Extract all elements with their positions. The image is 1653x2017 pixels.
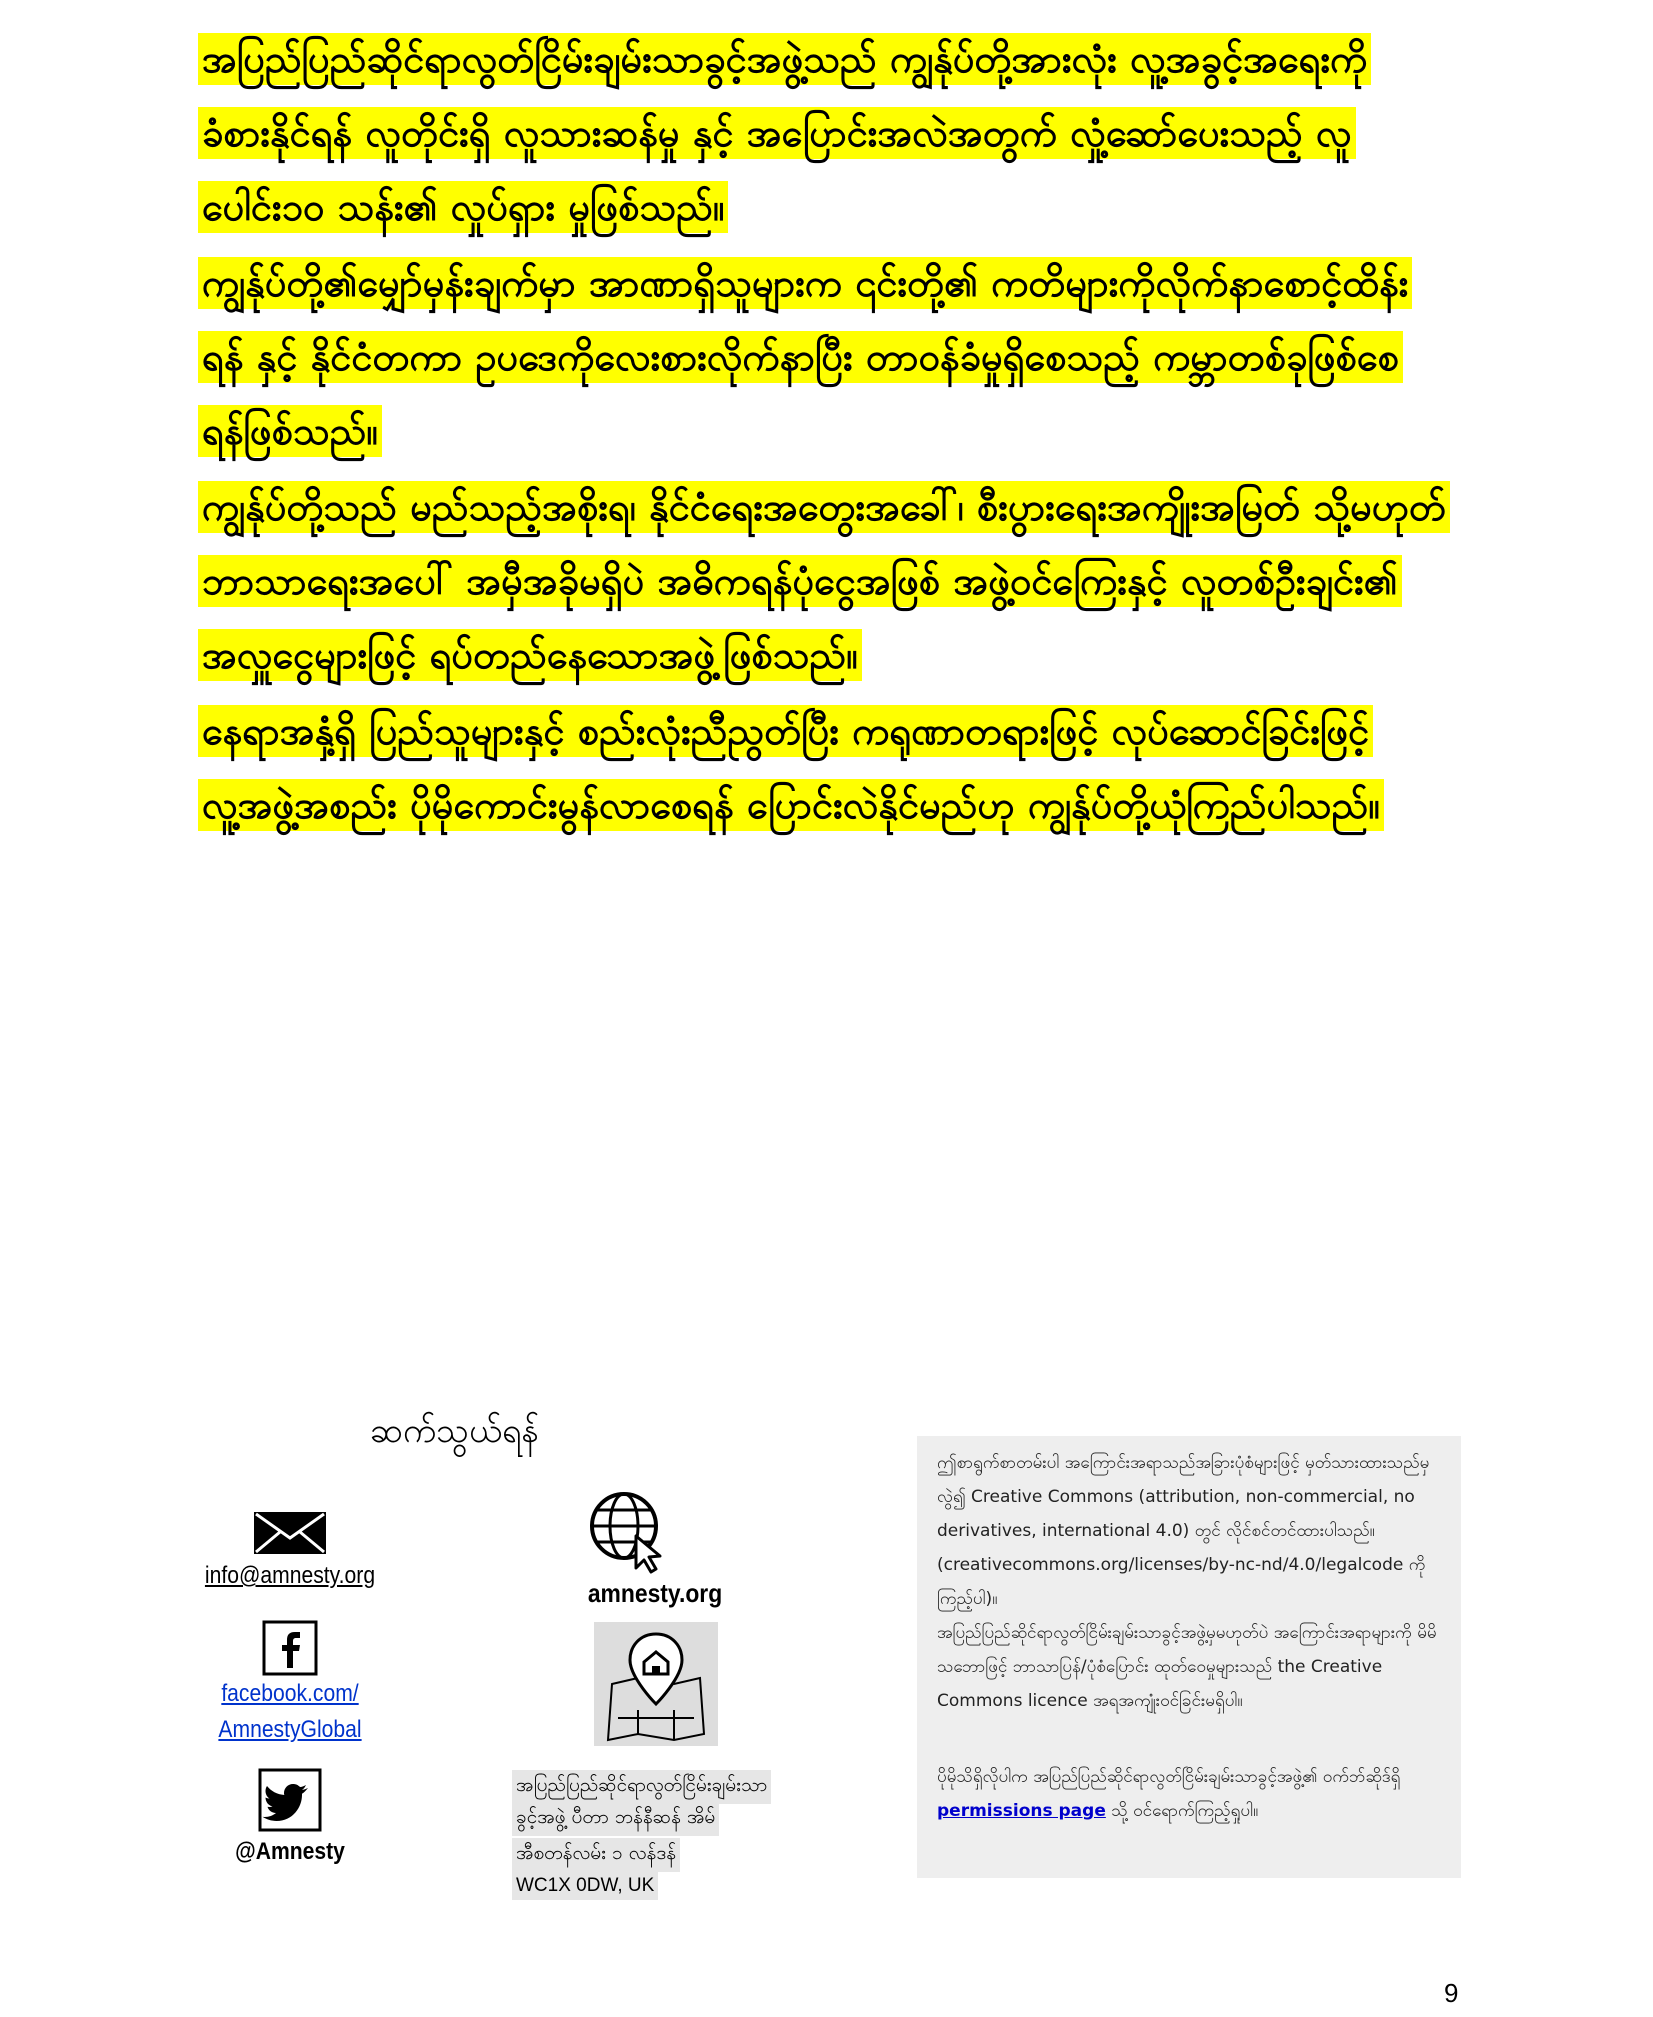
page-number: 9	[1444, 1978, 1459, 2008]
paragraph-1-text: အပြည်ပြည်ဆိုင်ရာလွတ်ငြိမ်းချမ်းသာခွင့်အဖွဲ့သည် ကျွန်ုပ်တို့အားလုံး လူ့အခွင့်အရေးကို ခံစားနိုင်ရန် လူတိုင်းရှိ လူသားဆန်မှု နှင့် အပြောင်းအလဲအတွက် လှုံ့ဆော်ပေးသည့် လူ ပေါင်း၁၀ သန်း၏ လှုပ်ရှား မှုဖြစ်သည်။	[198, 33, 1371, 233]
paragraph-1	[198, 22, 1448, 244]
twitter-handle[interactable]: @Amnesty	[235, 1838, 345, 1865]
paragraph-4-text: နေရာအနှံ့ရှိ ပြည်သူများနှင့် စည်းလုံးညီညွတ်ပြီး ကရုဏာတရားဖြင့် လုပ်ဆောင်ခြင်းဖြင့် လူ့အဖွဲ့အစည်း ပိုမိုကောင်းမွန်လာစေရန် ပြောင်းလဲနိုင်မည်ဟု ကျွန်ုပ်တို့ယုံကြည်ပါသည်။	[198, 705, 1384, 831]
facebook-link-line2[interactable]: AmnestyGlobal	[218, 1716, 362, 1743]
facebook-link-line1[interactable]: facebook.com/	[221, 1680, 359, 1707]
twitter-icon[interactable]	[258, 1768, 322, 1832]
license-disclaimer: အပြည်ပြည်ဆိုင်ရာလွတ်ငြိမ်းချမ်းသာခွင့်အဖွဲ့မှမဟုတ်ပဲ အကြောင်းအရာများကို မိမိသဘောဖြင့် ဘာသာပြန်/ပုံစံပြောင်း ထုတ်ဝေမှုများသည် the Creative Commons licence အရအကျုံးဝင်ခြင်းမရှိပါ။	[937, 1623, 1437, 1711]
paragraph-4	[198, 694, 1448, 842]
contact-title: ဆက်သွယ်ရန်	[370, 1411, 540, 1451]
website-link[interactable]: amnesty.org	[587, 1578, 723, 1608]
address-line-3: အီစတန်လမ်း ၁ လန်ဒန်	[512, 1838, 680, 1872]
permissions-page-link[interactable]: permissions page	[937, 1801, 1106, 1821]
paragraph-3	[198, 470, 1448, 692]
facebook-icon[interactable]	[262, 1620, 318, 1676]
permissions-text-before: ပိုမိုသိရှိလိုပါက အပြည်ပြည်ဆိုင်ရာလွတ်ငြိမ်းချမ်းသာခွင့်အဖွဲ့၏ ဝက်ဘ်ဆိုဒ်ရှိ	[937, 1767, 1401, 1787]
globe-cursor-icon	[588, 1490, 672, 1574]
license-text: ဤစာရွက်စာတမ်းပါ အကြောင်းအရာသည်အခြားပုံစံများဖြင့် မှတ်သားထားသည်မှလွဲ၍ Creative Commons (attribution, non-commercial, no derivatives, international 4.0) တွင် လိုင်စင်တင်ထားပါသည်။ (creativecommons.org/licenses/by-nc-nd/4.0/legalcode ကိုကြည့်ပါ)။	[937, 1453, 1430, 1609]
address-line-1: အပြည်ပြည်ဆိုင်ရာလွတ်ငြိမ်းချမ်းသာ	[512, 1770, 771, 1804]
paragraph-2-text: ကျွန်ုပ်တို့၏မျှော်မှန်းချက်မှာ အာဏာရှိသူများက ၎င်းတို့၏ ကတိများကိုလိုက်နာစောင့်ထိန်းရန် နှင့် နိုင်ငံတကာ ဥပဒေကိုလေးစားလိုက်နာပြီး တာဝန်ခံမှုရှိစေသည့် ကမ္ဘာတစ်ခုဖြစ်စေရန်ဖြစ်သည်။	[198, 257, 1412, 457]
permissions-text	[937, 1760, 1437, 1828]
license-box	[917, 1436, 1461, 1878]
address-line-4: WC1X 0DW, UK	[512, 1872, 658, 1900]
address-line-2: ခွင့်အဖွဲ့ ပီတာ ဘန်နီဆန် အိမ်	[512, 1802, 719, 1836]
permissions-text-after: သို့ ဝင်ရောက်ကြည့်ရှုပါ။	[1105, 1801, 1259, 1821]
envelope-icon	[252, 1510, 328, 1556]
paragraph-2	[198, 246, 1448, 468]
email-link[interactable]: info@amnesty.org	[204, 1562, 376, 1589]
paragraph-3-text: ကျွန်ုပ်တို့သည် မည်သည့်အစိုးရ၊ နိုင်ငံရေးအတွေးအခေါ်၊ စီးပွားရေးအကျိုးအမြတ် သို့မဟုတ် ဘာသာရေးအပေါ် အမှီအခိုမရှိပဲ အဓိကရန်ပုံငွေအဖြစ် အဖွဲ့ဝင်ကြေးနှင့် လူတစ်ဦးချင်း၏ အလှူငွေများဖြင့် ရပ်တည်နေသောအဖွဲ့ဖြစ်သည်။	[198, 481, 1450, 681]
map-pin-icon	[594, 1622, 718, 1746]
